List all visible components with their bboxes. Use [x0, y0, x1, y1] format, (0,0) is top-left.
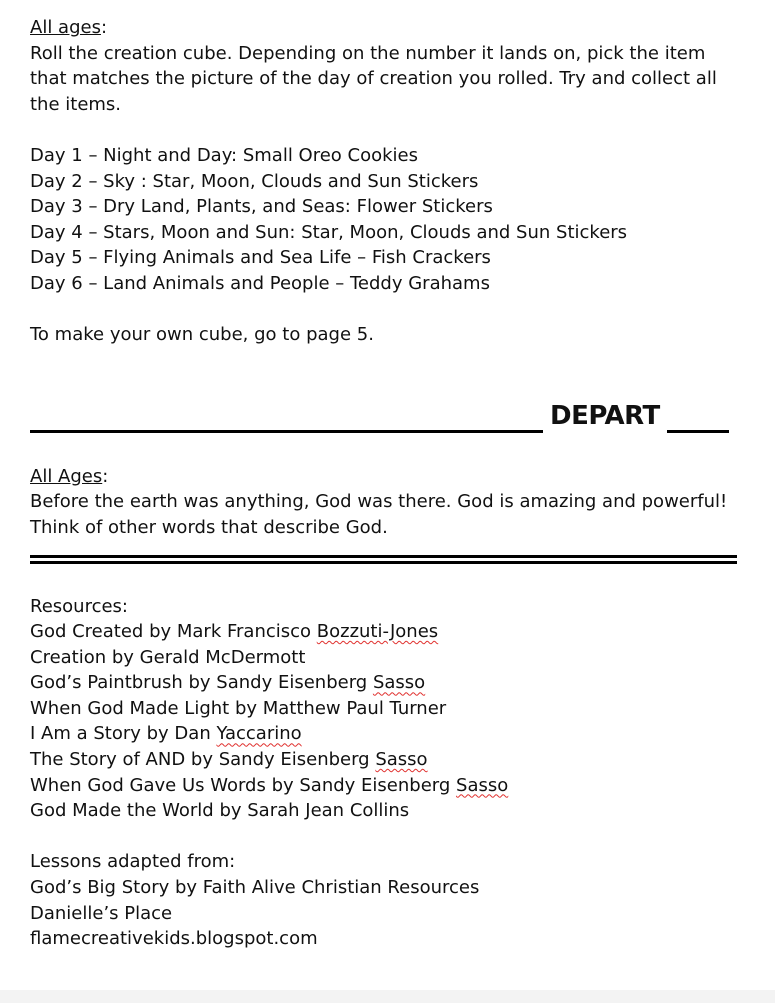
all-ages-heading-colon: :: [102, 465, 109, 487]
intro-text: Roll the creation cube. Depending on the number it lands on, pick the item that matches the picture of the day of creation you rolled. Try and collect all the items.: [30, 42, 717, 115]
all-ages-heading: All Ages: [30, 465, 103, 487]
resource-text: When God Gave Us Words by Sandy Eisenberg: [30, 774, 457, 796]
all-ages-heading-line: [30, 464, 745, 490]
document-content: [30, 15, 745, 952]
day-item: Day 4 – Stars, Moon and Sun: Star, Moon, Clouds and Sun Stickers: [30, 221, 628, 243]
resource-text: The Story of AND by Sandy Eisenberg: [30, 749, 376, 771]
resource-item: [30, 773, 745, 799]
resource-item: [30, 619, 745, 645]
spacer: [30, 446, 745, 464]
spacer: [30, 824, 745, 850]
depart-label: DEPART: [550, 400, 660, 431]
resource-text: God’s Paintbrush by Sandy Eisenberg: [30, 672, 373, 694]
day-item: Day 3 – Dry Land, Plants, and Seas: Flower Stickers: [30, 196, 493, 218]
resource-item: [30, 798, 745, 824]
adapted-heading: Lessons adapted from:: [30, 851, 236, 873]
adapted-item: God’s Big Story by Faith Alive Christian Resources: [30, 877, 480, 899]
cube-note: To make your own cube, go to page 5.: [30, 324, 374, 346]
resources-list: [30, 619, 745, 824]
intro-heading: All ages: [30, 17, 101, 38]
days-list: [30, 143, 745, 297]
resource-text: When God Made Light by Matthew Paul Turner: [30, 697, 447, 719]
resource-item: [30, 747, 745, 773]
intro-heading-line: [30, 15, 745, 41]
intro-heading-colon: :: [100, 17, 108, 38]
adapted-item: flamecreativekids.blogspot.com: [30, 928, 318, 950]
depart-rule-left: [30, 430, 543, 433]
adapted-list: [30, 875, 745, 952]
spacer: [30, 117, 745, 143]
depart-section-header: [30, 400, 745, 446]
resource-item: [30, 721, 745, 747]
resource-text: God Created by Mark Francisco: [30, 621, 317, 643]
spellcheck-word: Sasso: [372, 672, 426, 694]
spellcheck-word: Sasso: [456, 774, 509, 796]
spacer: [30, 297, 745, 323]
depart-rule-right: [667, 430, 729, 433]
day-item: Day 5 – Flying Animals and Sea Life – Fish Crackers: [30, 247, 491, 269]
resource-item: [30, 670, 745, 696]
resource-item: [30, 645, 745, 671]
spacer: [30, 348, 745, 402]
spellcheck-word: Bozzuti-Jones: [316, 621, 439, 643]
resource-item: [30, 696, 745, 722]
adapted-item: Danielle’s Place: [30, 902, 173, 924]
resource-text: God Made the World by Sarah Jean Collins: [30, 800, 410, 822]
spellcheck-word: Yaccarino: [216, 723, 302, 745]
spacer: [30, 564, 745, 594]
all-ages-line: Think of other words that describe God.: [30, 516, 388, 538]
resource-text: I Am a Story by Dan: [30, 723, 217, 745]
all-ages-line: Before the earth was anything, God was there. God is amazing and powerful!: [30, 491, 728, 513]
day-item: Day 1 – Night and Day: Small Oreo Cookies: [30, 144, 419, 166]
resource-text: Creation by Gerald McDermott: [30, 646, 306, 668]
day-item: Day 6 – Land Animals and People – Teddy Grahams: [30, 272, 490, 294]
day-item: Day 2 – Sky : Star, Moon, Clouds and Sun Stickers: [30, 170, 479, 192]
resources-heading: Resources:: [30, 595, 128, 617]
spellcheck-word: Sasso: [375, 749, 428, 771]
double-divider: [30, 555, 737, 564]
